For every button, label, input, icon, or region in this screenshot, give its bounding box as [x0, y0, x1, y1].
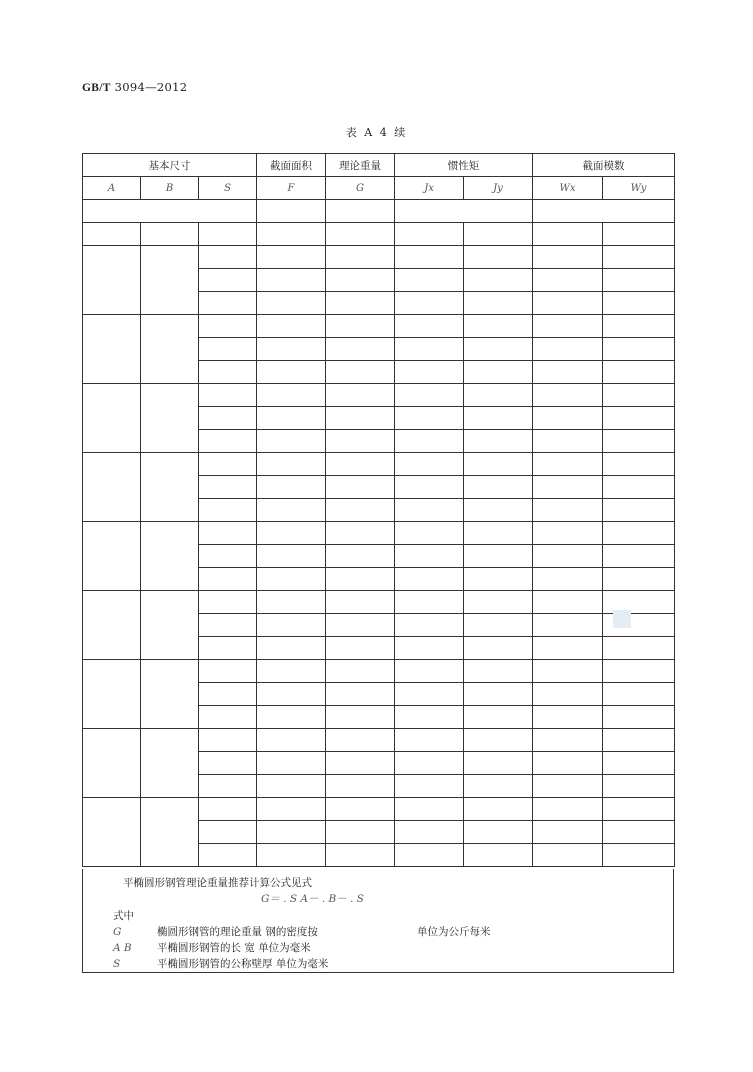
table-cell [257, 430, 326, 453]
table-cell [326, 476, 395, 499]
table-cell [395, 637, 464, 660]
table-cell [603, 407, 675, 430]
table-cell [603, 683, 675, 706]
table-cell [326, 430, 395, 453]
table-cell [395, 775, 464, 798]
table-cell [83, 660, 141, 729]
symbol-cell: Jx [395, 177, 464, 200]
table-cell [199, 821, 257, 844]
table-cell [533, 821, 603, 844]
table-cell [395, 407, 464, 430]
table-cell [395, 246, 464, 269]
table-cell [326, 223, 395, 246]
note-item [113, 924, 318, 939]
table-cell [141, 223, 199, 246]
table-cell [199, 246, 257, 269]
note-symbol: S [113, 958, 121, 970]
table-cell [257, 775, 326, 798]
table-cell [326, 246, 395, 269]
weight-formula: G＝ . S A－ . B－ . S [261, 893, 364, 905]
table-cell [533, 637, 603, 660]
header-section-modulus: 截面模数 [533, 154, 675, 177]
table-cell [464, 522, 533, 545]
table-cell [257, 361, 326, 384]
table-cell [395, 315, 464, 338]
table-cell [464, 821, 533, 844]
table-cell [395, 269, 464, 292]
table-cell [326, 361, 395, 384]
note-text: 椭圆形钢管的理论重量 钢的密度按 [157, 926, 318, 938]
table-cell [603, 384, 675, 407]
table-cell [326, 269, 395, 292]
table-row [83, 223, 675, 246]
table-cell [533, 568, 603, 591]
note-item [113, 940, 311, 955]
table-cell [533, 775, 603, 798]
table-cell [603, 568, 675, 591]
table-cell [199, 430, 257, 453]
table-cell [395, 499, 464, 522]
table-cell [199, 545, 257, 568]
table-cell [533, 798, 603, 821]
scan-mark [613, 610, 631, 628]
table-cell [326, 798, 395, 821]
unit-cell [533, 200, 675, 223]
table-cell [533, 223, 603, 246]
table-cell [257, 292, 326, 315]
table-cell [326, 315, 395, 338]
table-cell [464, 223, 533, 246]
table-cell [257, 729, 326, 752]
table-cell [199, 522, 257, 545]
table-cell [199, 453, 257, 476]
header-moment-of-inertia: 惯性矩 [395, 154, 533, 177]
table-row [83, 522, 675, 545]
table-cell [395, 568, 464, 591]
table-cell [395, 361, 464, 384]
table-row [83, 591, 675, 614]
table-cell [464, 315, 533, 338]
table-cell [326, 407, 395, 430]
table-cell [395, 430, 464, 453]
table-cell [533, 338, 603, 361]
table-cell [83, 591, 141, 660]
table-cell [257, 246, 326, 269]
table-cell [533, 660, 603, 683]
table-cell [257, 338, 326, 361]
table-cell [533, 269, 603, 292]
table-cell [533, 361, 603, 384]
table-cell [257, 706, 326, 729]
table-cell [533, 545, 603, 568]
table-cell [326, 752, 395, 775]
table-unit-row [83, 200, 675, 223]
table-cell [464, 476, 533, 499]
table-cell [326, 591, 395, 614]
table-cell [199, 361, 257, 384]
table-cell [464, 844, 533, 867]
table-cell [533, 591, 603, 614]
table-cell [603, 499, 675, 522]
header-theoretical-weight: 理论重量 [326, 154, 395, 177]
header-basic-dimensions: 基本尺寸 [83, 154, 257, 177]
table-cell [464, 269, 533, 292]
unit-cell [326, 200, 395, 223]
table-cell [199, 499, 257, 522]
table-cell [326, 522, 395, 545]
table-cell [603, 637, 675, 660]
header-section-area: 截面面积 [257, 154, 326, 177]
table-cell [326, 614, 395, 637]
table-cell [464, 706, 533, 729]
symbol-cell: G [326, 177, 395, 200]
table-cell [395, 384, 464, 407]
table-cell [395, 292, 464, 315]
table-cell [199, 568, 257, 591]
table-cell [603, 775, 675, 798]
table-cell [326, 292, 395, 315]
note-tail: 单位为公斤每米 [417, 926, 491, 938]
unit-cell [395, 200, 533, 223]
symbol-cell: Wx [533, 177, 603, 200]
table-cell [464, 407, 533, 430]
table-cell [326, 545, 395, 568]
table-cell [464, 545, 533, 568]
table-cell [464, 775, 533, 798]
table-cell [464, 729, 533, 752]
table-cell [603, 292, 675, 315]
unit-cell [257, 200, 326, 223]
table-cell [533, 844, 603, 867]
table-cell [83, 522, 141, 591]
table-cell [83, 384, 141, 453]
table-cell [199, 844, 257, 867]
table-cell [257, 522, 326, 545]
table-cell [603, 844, 675, 867]
table-cell [257, 568, 326, 591]
table-cell [603, 660, 675, 683]
symbol-cell: F [257, 177, 326, 200]
table-cell [83, 729, 141, 798]
symbol-cell: S [199, 177, 257, 200]
table-body [83, 246, 675, 867]
table-cell [257, 223, 326, 246]
table-cell [326, 453, 395, 476]
table-cell [257, 637, 326, 660]
note-text: 平椭圆形钢管的长 宽 单位为毫米 [157, 942, 311, 954]
table-cell [257, 614, 326, 637]
note-text: 平椭圆形钢管的公称壁厚 单位为毫米 [157, 958, 329, 970]
table-cell [464, 614, 533, 637]
table-cell [141, 798, 199, 867]
table-cell [141, 522, 199, 591]
table-cell [326, 637, 395, 660]
table-cell [141, 660, 199, 729]
table-cell [83, 223, 141, 246]
table-cell [326, 683, 395, 706]
table-cell [464, 338, 533, 361]
table-cell [395, 844, 464, 867]
table-cell [199, 384, 257, 407]
table-cell [603, 821, 675, 844]
table-cell [326, 338, 395, 361]
table-caption: 表 A 4 续 [345, 126, 408, 139]
table-cell [199, 476, 257, 499]
table-cell [83, 798, 141, 867]
notes-where: 式中 [113, 910, 134, 922]
table-cell [603, 752, 675, 775]
table-cell [603, 798, 675, 821]
table-cell [464, 361, 533, 384]
table-cell [464, 453, 533, 476]
table-cell [395, 338, 464, 361]
table-cell [199, 269, 257, 292]
table-cell [326, 660, 395, 683]
table-cell [257, 384, 326, 407]
table-cell [603, 361, 675, 384]
table-cell [395, 821, 464, 844]
table-cell [533, 522, 603, 545]
table-cell [326, 706, 395, 729]
table-cell [533, 407, 603, 430]
table-cell [199, 752, 257, 775]
table-cell [533, 315, 603, 338]
table-row [83, 384, 675, 407]
table-cell [395, 752, 464, 775]
table-cell [257, 269, 326, 292]
table-cell [533, 384, 603, 407]
table-symbol-row [83, 177, 675, 200]
table-cell [395, 729, 464, 752]
table-cell [326, 384, 395, 407]
table-cell [603, 706, 675, 729]
table-cell [533, 614, 603, 637]
table-cell [603, 453, 675, 476]
table-cell [395, 798, 464, 821]
table-row [83, 453, 675, 476]
table-cell [141, 453, 199, 522]
table-cell [533, 706, 603, 729]
table-cell [464, 384, 533, 407]
table-cell [257, 844, 326, 867]
table-cell [83, 246, 141, 315]
table-cell [199, 798, 257, 821]
table-cell [395, 476, 464, 499]
table-cell [257, 315, 326, 338]
table-cell [533, 683, 603, 706]
table-cell [141, 591, 199, 660]
table-cell [199, 591, 257, 614]
table-cell [199, 683, 257, 706]
table-cell [603, 338, 675, 361]
table-cell [83, 453, 141, 522]
table-group-header-row [83, 154, 675, 177]
symbol-cell: Wy [603, 177, 675, 200]
table-cell [533, 752, 603, 775]
table-cell [464, 591, 533, 614]
table-cell [533, 499, 603, 522]
table-cell [464, 292, 533, 315]
table-cell [141, 384, 199, 453]
symbol-cell: A [83, 177, 141, 200]
table-cell [464, 246, 533, 269]
table-cell [395, 683, 464, 706]
table-cell [199, 407, 257, 430]
data-table [82, 153, 675, 867]
symbol-cell: Jy [464, 177, 533, 200]
table-cell [326, 729, 395, 752]
table-cell [257, 453, 326, 476]
table-cell [141, 729, 199, 798]
table-cell [603, 522, 675, 545]
table-row [83, 246, 675, 269]
table-row [83, 315, 675, 338]
table-cell [533, 292, 603, 315]
table-cell [395, 591, 464, 614]
table-cell [464, 568, 533, 591]
table-cell [326, 568, 395, 591]
table-cell [603, 430, 675, 453]
table-cell [257, 798, 326, 821]
note-item [113, 956, 328, 971]
table-cell [326, 844, 395, 867]
table-cell [326, 499, 395, 522]
table-cell [533, 246, 603, 269]
table-cell [464, 798, 533, 821]
table-cell [199, 338, 257, 361]
table-cell [464, 683, 533, 706]
table-cell [464, 752, 533, 775]
table-cell [464, 430, 533, 453]
table-cell [83, 315, 141, 384]
table-cell [257, 683, 326, 706]
note-symbol: G [113, 926, 122, 938]
table-cell [533, 729, 603, 752]
table-cell [603, 223, 675, 246]
table-cell [257, 545, 326, 568]
note-symbol: A B [113, 942, 132, 954]
table-cell [464, 637, 533, 660]
table-cell [533, 430, 603, 453]
table-cell [257, 499, 326, 522]
table-cell [141, 246, 199, 315]
table-cell [464, 499, 533, 522]
table-cell [199, 637, 257, 660]
table-cell [533, 453, 603, 476]
table-cell [326, 775, 395, 798]
table-cell [199, 223, 257, 246]
notes-intro: 平椭圆形钢管理论重量推荐计算公式见式 [123, 877, 312, 889]
table-cell [603, 269, 675, 292]
standard-number: GB/T 3094—2012 [82, 80, 188, 94]
table-cell [603, 545, 675, 568]
formula-notes [82, 869, 674, 973]
table-cell [199, 660, 257, 683]
table-cell [533, 476, 603, 499]
table-cell [257, 407, 326, 430]
table-cell [395, 614, 464, 637]
table-cell [395, 223, 464, 246]
table-cell [603, 315, 675, 338]
table-cell [199, 775, 257, 798]
table-row [83, 729, 675, 752]
table-cell [199, 315, 257, 338]
table-cell [199, 292, 257, 315]
table-cell [257, 476, 326, 499]
table-cell [395, 545, 464, 568]
table-cell [141, 315, 199, 384]
table-cell [395, 522, 464, 545]
table-cell [199, 706, 257, 729]
table-cell [199, 614, 257, 637]
table-cell [603, 476, 675, 499]
table-cell [603, 246, 675, 269]
table-cell [257, 821, 326, 844]
table-cell [326, 821, 395, 844]
table-cell [257, 752, 326, 775]
table-cell [199, 729, 257, 752]
table-cell [603, 729, 675, 752]
table-cell [395, 706, 464, 729]
table-row [83, 660, 675, 683]
table-cell [257, 660, 326, 683]
symbol-cell: B [141, 177, 199, 200]
table-cell [257, 591, 326, 614]
table-cell [464, 660, 533, 683]
table-row [83, 798, 675, 821]
table-cell [395, 453, 464, 476]
unit-cell [83, 200, 257, 223]
table-cell [395, 660, 464, 683]
